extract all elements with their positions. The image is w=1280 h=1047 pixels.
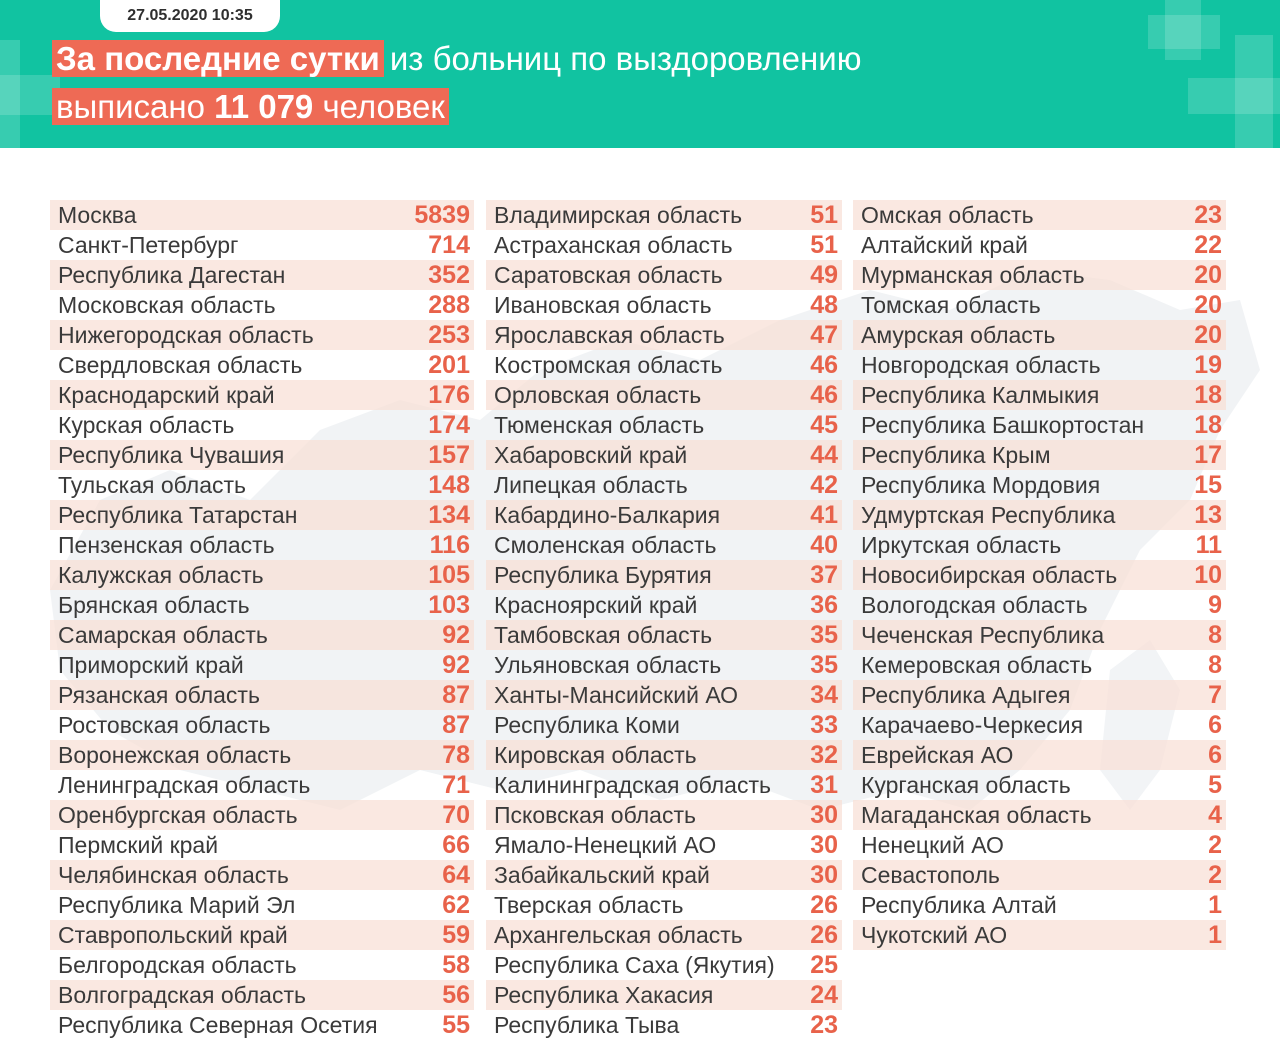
region-name: Магаданская область [861, 801, 1092, 828]
region-row [50, 830, 474, 860]
region-recovered-count: 40 [810, 530, 838, 559]
region-recovered-count: 22 [1194, 230, 1222, 259]
region-row [486, 470, 842, 500]
region-row [486, 230, 842, 260]
region-row [853, 590, 1226, 620]
region-row [486, 710, 842, 740]
region-name: Республика Татарстан [58, 501, 298, 528]
region-name: Удмуртская Республика [861, 501, 1116, 528]
regions-column-3 [853, 200, 1226, 950]
region-row [853, 770, 1226, 800]
region-row [50, 410, 474, 440]
region-recovered-count: 157 [428, 440, 470, 469]
region-name: Псковская область [494, 801, 696, 828]
region-row [486, 860, 842, 890]
region-recovered-count: 19 [1194, 350, 1222, 379]
region-recovered-count: 8 [1208, 650, 1222, 679]
region-row [486, 200, 842, 230]
region-row [486, 440, 842, 470]
region-recovered-count: 23 [1194, 200, 1222, 229]
region-recovered-count: 92 [442, 650, 470, 679]
region-recovered-count: 42 [810, 470, 838, 499]
region-name: Новосибирская область [861, 561, 1118, 588]
region-name: Ивановская область [494, 291, 712, 318]
region-name: Республика Мордовия [861, 471, 1101, 498]
region-row [853, 620, 1226, 650]
region-row [853, 470, 1226, 500]
plus-decoration [0, 75, 60, 115]
region-recovered-count: 62 [442, 890, 470, 919]
region-recovered-count: 714 [428, 230, 470, 259]
region-row [486, 530, 842, 560]
region-row [486, 620, 842, 650]
region-name: Амурская область [861, 321, 1056, 348]
region-row [853, 260, 1226, 290]
region-name: Калининградская область [494, 771, 771, 798]
region-name: Тульская область [58, 471, 247, 498]
region-name: Новгородская область [861, 351, 1101, 378]
region-recovered-count: 87 [442, 680, 470, 709]
region-name: Чукотский АО [861, 921, 1008, 948]
region-name: Брянская область [58, 591, 250, 618]
region-recovered-count: 23 [810, 1010, 838, 1039]
region-name: Тюменская область [494, 411, 705, 438]
region-recovered-count: 148 [428, 470, 470, 499]
region-name: Тверская область [494, 891, 684, 918]
region-row [486, 320, 842, 350]
region-row [853, 230, 1226, 260]
region-recovered-count: 35 [810, 650, 838, 679]
region-row [486, 500, 842, 530]
region-recovered-count: 24 [810, 980, 838, 1009]
region-recovered-count: 13 [1194, 500, 1222, 529]
region-row [853, 920, 1226, 950]
region-recovered-count: 18 [1194, 380, 1222, 409]
region-name: Курганская область [861, 771, 1071, 798]
region-row [50, 320, 474, 350]
region-recovered-count: 201 [428, 350, 470, 379]
region-row [50, 200, 474, 230]
region-recovered-count: 10 [1194, 560, 1222, 589]
region-row [50, 350, 474, 380]
region-row [50, 920, 474, 950]
region-row [486, 980, 842, 1010]
region-name: Москва [58, 201, 137, 228]
region-recovered-count: 116 [429, 530, 470, 559]
region-recovered-count: 46 [810, 380, 838, 409]
region-recovered-count: 18 [1194, 410, 1222, 439]
region-name: Ненецкий АО [861, 831, 1004, 858]
region-row [50, 230, 474, 260]
region-recovered-count: 6 [1208, 740, 1222, 769]
region-row [50, 650, 474, 680]
region-name: Республика Коми [494, 711, 680, 738]
region-recovered-count: 33 [810, 710, 838, 739]
region-recovered-count: 49 [810, 260, 838, 289]
region-recovered-count: 1 [1208, 920, 1222, 949]
region-name: Хабаровский край [494, 441, 688, 468]
headline-rest: из больниц по выздоровлению [389, 40, 862, 77]
region-recovered-count: 56 [442, 980, 470, 1009]
region-name: Республика Калмыкия [861, 381, 1100, 408]
region-row [486, 380, 842, 410]
region-name: Приморский край [58, 651, 244, 678]
region-row [486, 890, 842, 920]
region-row [486, 560, 842, 590]
region-name: Краснодарский край [58, 381, 275, 408]
region-row [853, 320, 1226, 350]
region-name: Челябинская область [58, 861, 289, 888]
region-row [853, 860, 1226, 890]
region-name: Карачаево-Черкесия [861, 711, 1084, 738]
region-name: Ленинградская область [58, 771, 311, 798]
region-row [853, 380, 1226, 410]
region-recovered-count: 5839 [414, 200, 470, 229]
region-name: Забайкальский край [494, 861, 710, 888]
region-recovered-count: 134 [428, 500, 470, 529]
region-row [50, 290, 474, 320]
region-recovered-count: 36 [810, 590, 838, 619]
region-recovered-count: 105 [428, 560, 470, 589]
region-name: Республика Дагестан [58, 261, 286, 288]
region-recovered-count: 2 [1208, 830, 1222, 859]
region-recovered-count: 176 [428, 380, 470, 409]
region-row [486, 950, 842, 980]
region-row [486, 680, 842, 710]
region-recovered-count: 71 [442, 770, 470, 799]
region-name: Самарская область [58, 621, 268, 648]
region-name: Республика Северная Осетия [58, 1011, 378, 1038]
region-name: Республика Крым [861, 441, 1051, 468]
region-recovered-count: 78 [442, 740, 470, 769]
region-row [50, 260, 474, 290]
region-row [50, 680, 474, 710]
region-row [853, 680, 1226, 710]
region-row [853, 500, 1226, 530]
region-recovered-count: 26 [810, 920, 838, 949]
region-name: Республика Хакасия [494, 981, 714, 1008]
region-recovered-count: 20 [1194, 260, 1222, 289]
region-name: Севастополь [861, 861, 1000, 888]
region-row [486, 260, 842, 290]
region-name: Республика Адыгея [861, 681, 1071, 708]
headline-highlight: За последние сутки [52, 40, 384, 77]
recovered-total: 11 079 [214, 88, 314, 125]
region-recovered-count: 30 [810, 830, 838, 859]
region-row [853, 290, 1226, 320]
region-row [50, 980, 474, 1010]
region-row [486, 650, 842, 680]
region-row [486, 350, 842, 380]
region-recovered-count: 35 [810, 620, 838, 649]
region-recovered-count: 103 [428, 590, 470, 619]
region-name: Белгородская область [58, 951, 297, 978]
region-recovered-count: 59 [442, 920, 470, 949]
region-recovered-count: 87 [442, 710, 470, 739]
region-name: Ростовская область [58, 711, 271, 738]
region-recovered-count: 64 [442, 860, 470, 889]
region-row [486, 740, 842, 770]
region-name: Архангельская область [494, 921, 743, 948]
region-name: Кабардино-Балкария [494, 501, 721, 528]
region-name: Курская область [58, 411, 235, 438]
region-recovered-count: 253 [428, 320, 470, 349]
region-name: Чеченская Республика [861, 621, 1105, 648]
region-row [853, 710, 1226, 740]
region-row [50, 740, 474, 770]
region-recovered-count: 20 [1194, 290, 1222, 319]
region-row [50, 1010, 474, 1040]
region-name: Астраханская область [494, 231, 733, 258]
region-name: Липецкая область [494, 471, 688, 498]
region-name: Ставропольский край [58, 921, 288, 948]
region-row [50, 770, 474, 800]
region-name: Республика Саха (Якутия) [494, 951, 775, 978]
headline [52, 38, 861, 80]
region-recovered-count: 11 [1195, 530, 1222, 559]
region-recovered-count: 51 [810, 230, 838, 259]
region-name: Ямало-Ненецкий АО [494, 831, 717, 858]
region-name: Красноярский край [494, 591, 698, 618]
region-row [50, 470, 474, 500]
region-name: Ярославская область [494, 321, 725, 348]
region-name: Орловская область [494, 381, 702, 408]
region-name: Ульяновская область [494, 651, 722, 678]
region-row [853, 410, 1226, 440]
date-badge: 27.05.2020 10:35 [100, 0, 280, 32]
region-recovered-count: 30 [810, 860, 838, 889]
region-name: Санкт-Петербург [58, 231, 239, 258]
region-name: Республика Чувашия [58, 441, 285, 468]
region-row [853, 440, 1226, 470]
region-name: Смоленская область [494, 531, 717, 558]
region-name: Республика Марий Эл [58, 891, 296, 918]
region-row [853, 800, 1226, 830]
region-name: Рязанская область [58, 681, 260, 708]
regions-column-2 [486, 200, 842, 1040]
region-row [50, 560, 474, 590]
region-row [486, 770, 842, 800]
region-row [853, 530, 1226, 560]
region-row [50, 620, 474, 650]
region-row [853, 200, 1226, 230]
region-name: Мурманская область [861, 261, 1085, 288]
region-row [50, 500, 474, 530]
region-name: Владимирская область [494, 201, 743, 228]
region-recovered-count: 1 [1208, 890, 1222, 919]
region-row [50, 710, 474, 740]
region-name: Еврейская АО [861, 741, 1014, 768]
region-name: Кировская область [494, 741, 697, 768]
region-recovered-count: 70 [442, 800, 470, 829]
region-name: Тамбовская область [494, 621, 713, 648]
region-recovered-count: 26 [810, 890, 838, 919]
region-name: Оренбургская область [58, 801, 298, 828]
region-name: Ханты-Мансийский АО [494, 681, 739, 708]
region-name: Пермский край [58, 831, 219, 858]
region-recovered-count: 34 [810, 680, 838, 709]
region-recovered-count: 92 [442, 620, 470, 649]
region-recovered-count: 31 [810, 770, 838, 799]
region-name: Саратовская область [494, 261, 723, 288]
region-row [50, 800, 474, 830]
region-row [853, 560, 1226, 590]
subheadline [52, 86, 449, 128]
region-name: Свердловская область [58, 351, 303, 378]
region-recovered-count: 6 [1208, 710, 1222, 739]
regions-column-1 [50, 200, 474, 1040]
subheadline-prefix: выписано [56, 88, 215, 125]
region-recovered-count: 41 [810, 500, 838, 529]
region-recovered-count: 45 [810, 410, 838, 439]
region-row [853, 650, 1226, 680]
header-banner [0, 0, 1280, 148]
region-row [486, 410, 842, 440]
region-recovered-count: 8 [1208, 620, 1222, 649]
region-name: Томская область [861, 291, 1041, 318]
region-name: Иркутская область [861, 531, 1062, 558]
plus-decoration [1188, 78, 1280, 114]
region-name: Волгоградская область [58, 981, 306, 1008]
region-recovered-count: 47 [810, 320, 838, 349]
region-recovered-count: 7 [1208, 680, 1222, 709]
region-row [50, 440, 474, 470]
region-row [853, 890, 1226, 920]
region-name: Московская область [58, 291, 276, 318]
region-recovered-count: 51 [810, 200, 838, 229]
region-recovered-count: 25 [810, 950, 838, 979]
region-recovered-count: 4 [1208, 800, 1222, 829]
region-recovered-count: 174 [428, 410, 470, 439]
region-name: Омская область [861, 201, 1034, 228]
region-row [50, 380, 474, 410]
region-row [486, 590, 842, 620]
region-row [50, 950, 474, 980]
region-name: Костромская область [494, 351, 723, 378]
subheadline-highlight [52, 88, 449, 125]
region-name: Республика Башкортостан [861, 411, 1145, 438]
region-name: Республика Бурятия [494, 561, 712, 588]
region-recovered-count: 15 [1194, 470, 1222, 499]
region-row [853, 350, 1226, 380]
region-recovered-count: 37 [810, 560, 838, 589]
region-recovered-count: 44 [810, 440, 838, 469]
region-name: Пензенская область [58, 531, 275, 558]
region-recovered-count: 32 [810, 740, 838, 769]
subheadline-suffix: человек [313, 88, 445, 125]
region-row [50, 860, 474, 890]
region-name: Кемеровская область [861, 651, 1093, 678]
region-recovered-count: 58 [442, 950, 470, 979]
region-row [486, 800, 842, 830]
region-row [486, 1010, 842, 1040]
region-recovered-count: 2 [1208, 860, 1222, 889]
region-name: Вологодская область [861, 591, 1088, 618]
region-row [50, 890, 474, 920]
region-name: Республика Тыва [494, 1011, 680, 1038]
region-recovered-count: 30 [810, 800, 838, 829]
region-name: Алтайский край [861, 231, 1028, 258]
region-name: Воронежская область [58, 741, 292, 768]
region-recovered-count: 288 [428, 290, 470, 319]
region-row [486, 920, 842, 950]
plus-decoration [1148, 15, 1220, 49]
region-recovered-count: 20 [1194, 320, 1222, 349]
region-recovered-count: 48 [810, 290, 838, 319]
region-recovered-count: 5 [1208, 770, 1222, 799]
region-row [50, 530, 474, 560]
region-recovered-count: 66 [442, 830, 470, 859]
region-recovered-count: 9 [1208, 590, 1222, 619]
region-recovered-count: 55 [442, 1010, 470, 1039]
region-recovered-count: 352 [428, 260, 470, 289]
region-recovered-count: 46 [810, 350, 838, 379]
region-name: Республика Алтай [861, 891, 1057, 918]
region-row [486, 290, 842, 320]
region-row [853, 740, 1226, 770]
region-row [50, 590, 474, 620]
region-row [486, 830, 842, 860]
region-recovered-count: 17 [1194, 440, 1222, 469]
region-row [853, 830, 1226, 860]
region-name: Калужская область [58, 561, 264, 588]
region-name: Нижегородская область [58, 321, 314, 348]
